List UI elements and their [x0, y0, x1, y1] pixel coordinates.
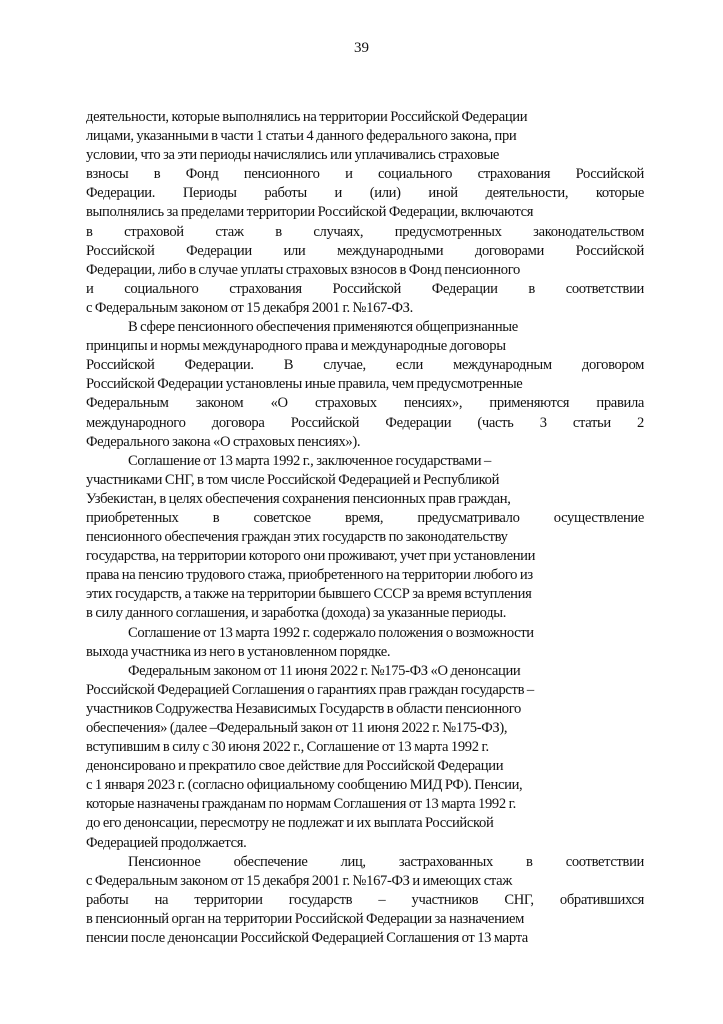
text-line: В сфере пенсионного обеспечения применяются общепризнанные	[128, 319, 518, 336]
text-line: Соглашение от 13 марта 1992 г. содержало положения о возможности	[128, 624, 534, 641]
text-line: условии, что за эти периоды начислялись или уплачивались страховые	[86, 147, 500, 164]
text-line: в страховой стаж в случаях, предусмотренных законодательством	[86, 223, 644, 240]
text-line: с Федеральным законом от 15 декабря 2001 г. №167-ФЗ и имеющих стаж	[86, 872, 512, 889]
text-line: участников Содружества Независимых Государств в области пенсионного	[86, 700, 521, 717]
text-line: Российской Федерации или международными договорами Российской	[86, 242, 644, 259]
text-line: Федеральным законом «О страховых пенсиях», применяются правила	[86, 395, 644, 412]
text-line: Российской Федерации. В случае, если международным договором	[86, 357, 644, 374]
text-line: Узбекистан, в целях обеспечения сохранения пенсионных прав граждан,	[86, 490, 511, 507]
text-line: Российской Федерации установлены иные правила, чем предусмотренные	[86, 376, 523, 393]
text-line: с 1 января 2023 г. (согласно официальному сообщению МИД РФ). Пенсии,	[86, 777, 523, 794]
text-line: денонсировано и прекратило свое действие для Российской Федерации	[86, 758, 504, 775]
text-line: Федерацией продолжается.	[86, 834, 247, 851]
text-line: Федерации, либо в случае уплаты страховых взносов в Фонд пенсионного	[86, 261, 520, 278]
page-number: 39	[354, 40, 369, 56]
text-line: Соглашение от 13 марта 1992 г., заключенное государствами –	[128, 452, 491, 469]
text-line: до его денонсации, пересмотру не подлежат и их выплата Российской	[86, 815, 494, 832]
text-line: работы на территории государств – участников СНГ, обратившихся	[86, 891, 644, 908]
text-line: Федерации. Периоды работы и (или) иной деятельности, которые	[86, 185, 644, 202]
text-line: в силу данного соглашения, и заработка (дохода) за указанные периоды.	[86, 605, 507, 622]
text-line: лицами, указанными в части 1 статьи 4 данного федерального закона, при	[86, 128, 517, 145]
text-line: государства, на территории которого они проживают, учет при установлении	[86, 548, 536, 565]
document-body	[86, 108, 644, 948]
text-line: Пенсионное обеспечение лиц, застрахованных в соответствии	[128, 853, 644, 870]
text-line: пенсии после денонсации Российской Федерацией Соглашения от 13 марта	[86, 930, 528, 947]
text-line: приобретенных в советское время, предусматривало осуществление	[86, 509, 644, 526]
text-line: принципы и нормы международного права и международные договоры	[86, 338, 506, 355]
text-line: права на пенсию трудового стажа, приобретенного на территории любого из	[86, 567, 533, 584]
text-line: деятельности, которые выполнялись на территории Российской Федерации	[86, 109, 528, 125]
text-line: участниками СНГ, в том числе Российской Федерацией и Республикой	[86, 471, 500, 488]
text-line: Федеральным законом от 11 июня 2022 г. №175-ФЗ «О денонсации	[128, 662, 521, 679]
text-line: этих государств, а также на территории бывшего СССР за время вступления	[86, 586, 532, 603]
text-line: и социального страхования Российской Федерации в соответствии	[86, 280, 644, 297]
text-line: с Федеральным законом от 15 декабря 2001 г. №167-ФЗ.	[86, 299, 413, 316]
text-line: в пенсионный орган на территории Российской Федерации за назначением	[86, 910, 524, 927]
text-line: пенсионного обеспечения граждан этих государств по законодательству	[86, 529, 508, 546]
text-line: которые назначены гражданам по нормам Соглашения от 13 марта 1992 г.	[86, 796, 516, 813]
text-line: обеспечения» (далее –Федеральный закон от 11 июня 2022 г. №175-ФЗ),	[86, 720, 508, 736]
text-line: взносы в Фонд пенсионного и социального страхования Российской	[86, 166, 644, 183]
text-line: международного договора Российской Федерации (часть 3 статьи 2	[86, 414, 644, 431]
text-line: Российской Федерацией Соглашения о гарантиях прав граждан государств –	[86, 681, 534, 698]
text-line: выполнялись за пределами территории Российской Федерации, включаются	[86, 204, 534, 221]
text-line: Федерального закона «О страховых пенсиях»).	[86, 433, 361, 450]
text-line: выхода участника из него в установленном порядке.	[86, 643, 391, 660]
text-line: вступившим в силу с 30 июня 2022 г., Соглашение от 13 марта 1992 г.	[86, 739, 489, 756]
